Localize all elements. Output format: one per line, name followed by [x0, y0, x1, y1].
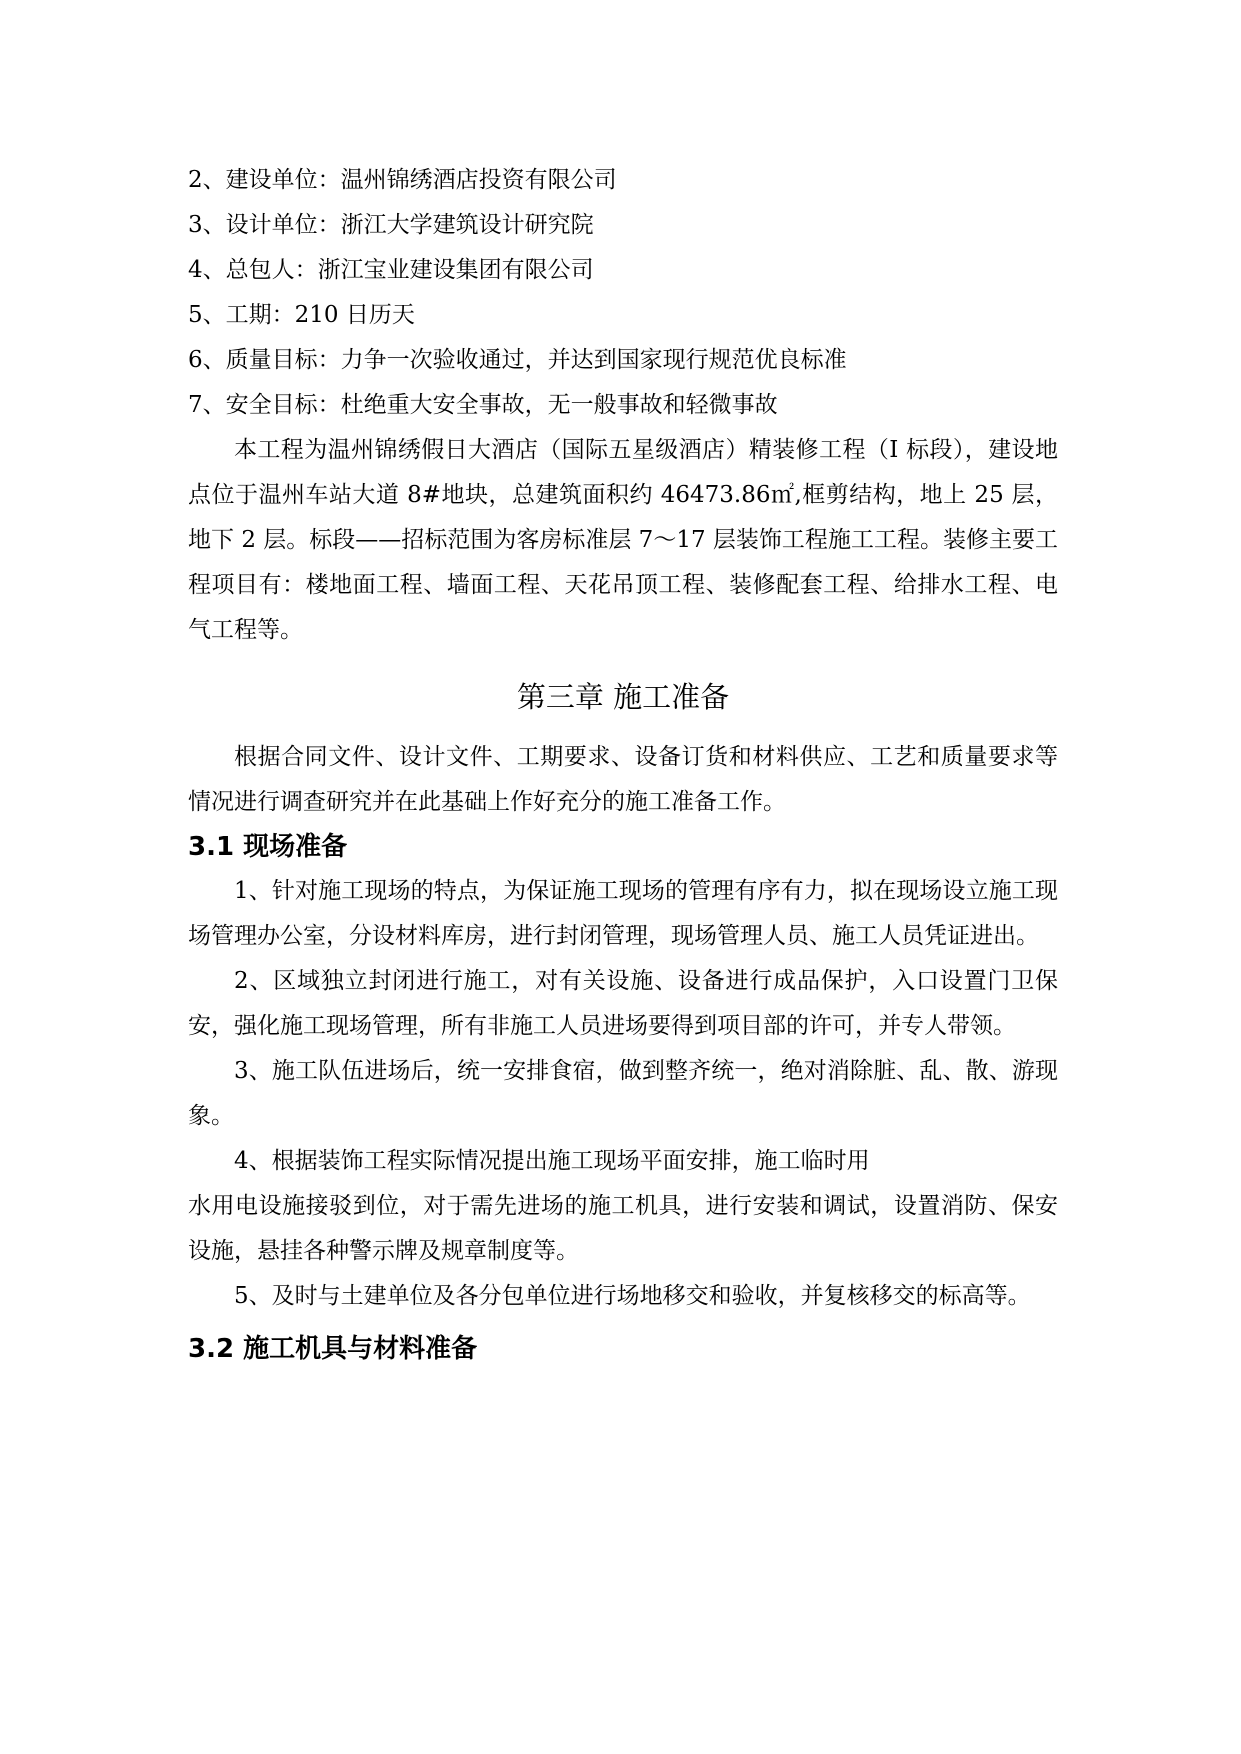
section-title-equipment-materials: 3.2 施工机具与材料准备 [188, 1334, 478, 1364]
site-prep-item-4-first-line: 4、根据装饰工程实际情况提出施工现场平面安排，施工临时用 [234, 1148, 870, 1174]
site-prep-item-3: 3、施工队伍进场后，统一安排食宿，做到整齐统一，绝对消除脏、乱、散、游现象。 [188, 1058, 1058, 1129]
page-content [188, 158, 1058, 1371]
site-prep-item-4-continuation: 水用电设施接驳到位，对于需先进场的施工机具，进行安装和调试，设置消防、保安设施，悬挂各种警示牌及规章制度等。 [188, 1193, 1058, 1264]
site-prep-item-1: 1、针对施工现场的特点，为保证施工现场的管理有序有力，拟在现场设立施工现场管理办公室，分设材料库房，进行封闭管理，现场管理人员、施工人员凭证进出。 [188, 878, 1058, 949]
site-prep-item-5: 5、及时与土建单位及各分包单位进行场地移交和验收，并复核移交的标高等。 [234, 1283, 1031, 1309]
chapter-title: 第三章 施工准备 [516, 680, 730, 714]
info-item-duration: 5、工期：210 日历天 [188, 302, 415, 328]
info-item-safety-goal: 7、安全目标：杜绝重大安全事故，无一般事故和轻微事故 [188, 392, 778, 418]
info-item-contractor: 4、总包人：浙江宝业建设集团有限公司 [188, 257, 594, 283]
project-overview-paragraph: 本工程为温州锦绣假日大酒店（国际五星级酒店）精装修工程（I 标段），建设地点位于温州车站大道 8#地块，总建筑面积约 46473.86㎡,框剪结构，地上 25 层，地下 2 层。标段——招标范围为客房标准层 7～17 层装饰工程施工工程。装修主要工程项目有：楼地面工程、墙面工程、天花吊顶工程、装修配套工程、给排水工程、电气工程等。 [188, 437, 1058, 643]
info-item-designer: 3、设计单位：浙江大学建筑设计研究院 [188, 212, 594, 238]
info-item-quality-goal: 6、质量目标：力争一次验收通过，并达到国家现行规范优良标准 [188, 347, 847, 373]
chapter-intro-paragraph: 根据合同文件、设计文件、工期要求、设备订货和材料供应、工艺和质量要求等情况进行调查研究并在此基础上作好充分的施工准备工作。 [188, 744, 1058, 815]
info-item-client: 2、建设单位：温州锦绣酒店投资有限公司 [188, 167, 617, 193]
site-prep-item-2: 2、区域独立封闭进行施工，对有关设施、设备进行成品保护，入口设置门卫保安，强化施工现场管理，所有非施工人员进场要得到项目部的许可，并专人带领。 [188, 968, 1058, 1039]
section-title-site-preparation: 3.1 现场准备 [188, 832, 348, 862]
